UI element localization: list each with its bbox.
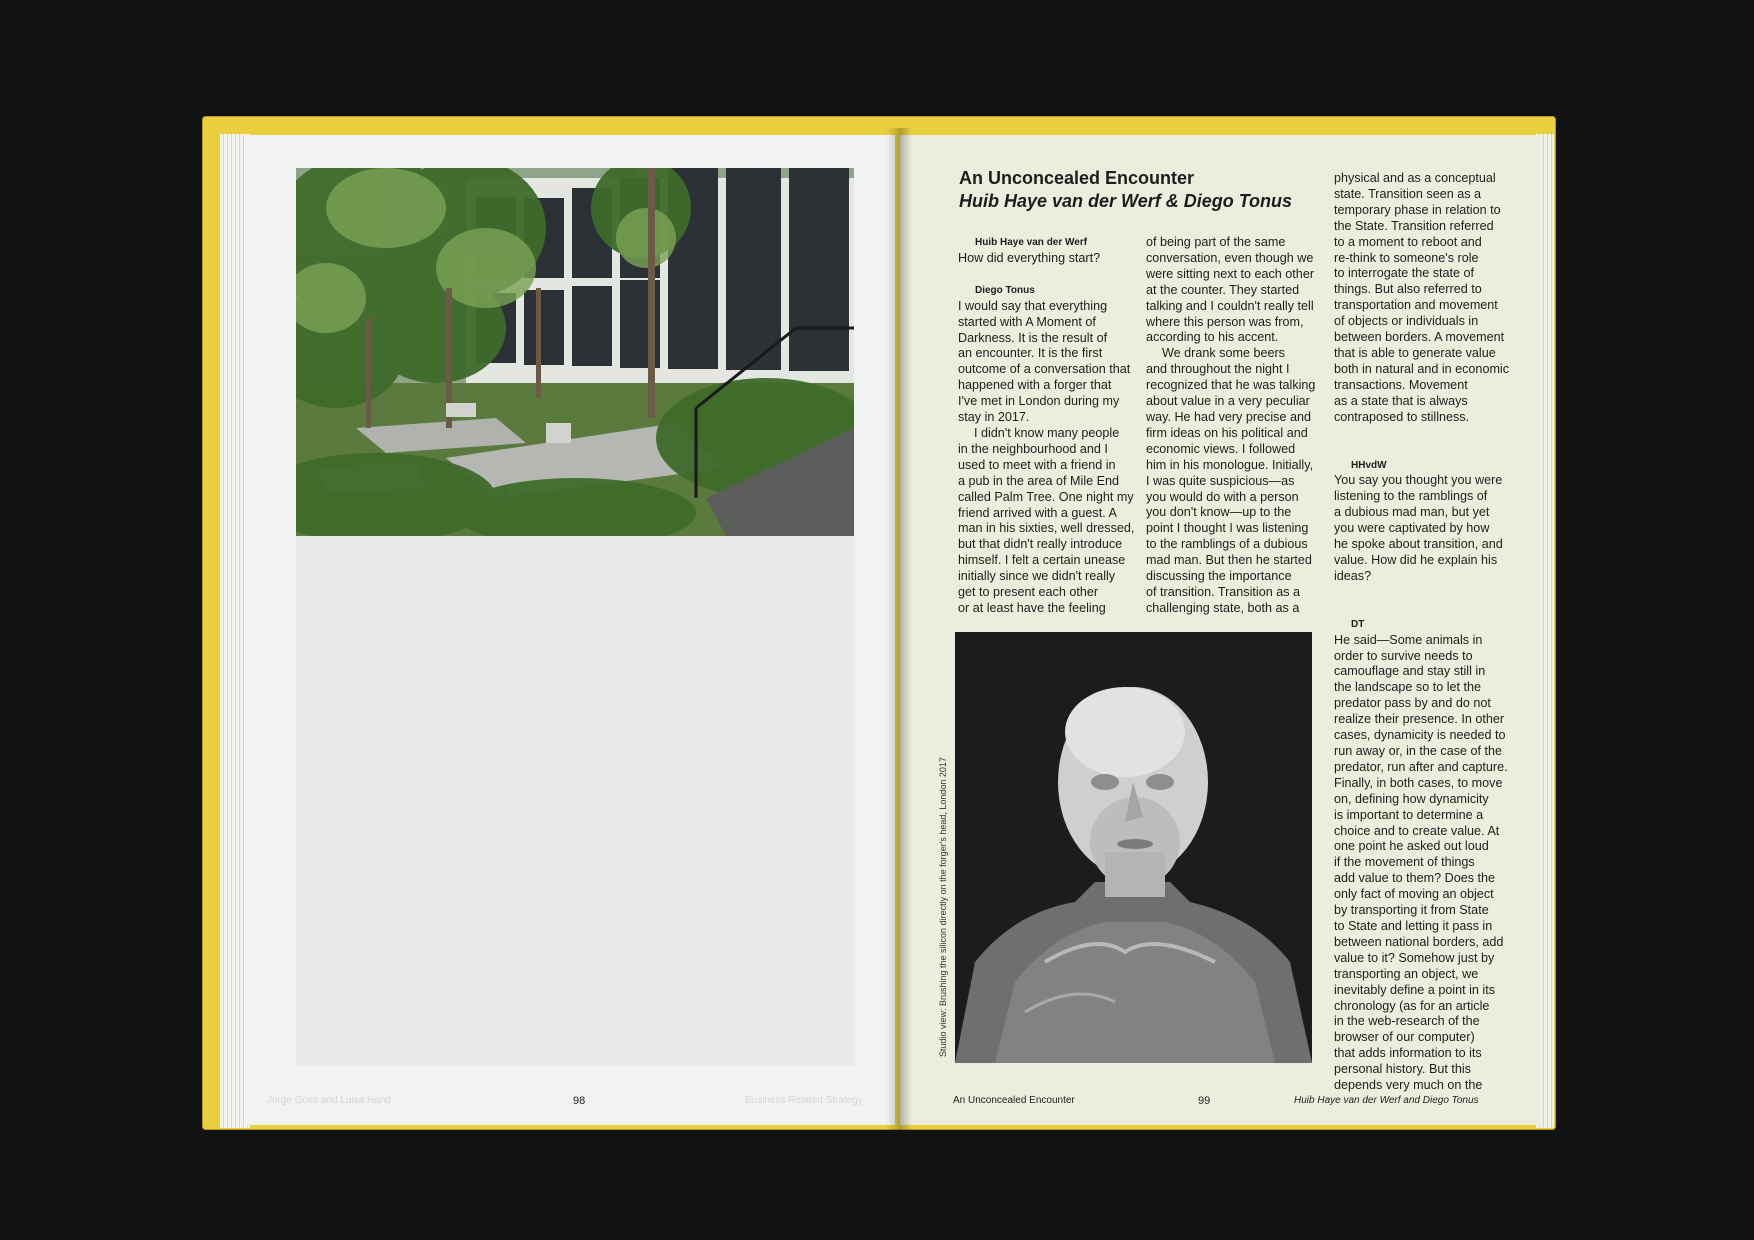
- text-column-3: physical and as a conceptual state. Transition seen as a temporary phase in relation to the State. Transition referred to a moment to reboot and re-think to someone's role to interrogate the state of things. But also referred to transportation and movement of objects or individuals in between borders. A movement that is able to generate value both in natural and in economic transactions. Movement as a state that is always contraposed to stillness. HHvdW You say you thought you were listening to the ramblings of a dubious mad man, but yet you were captivated by how he spoke about transition, and value. How did he explain his ideas? DT He said—Some animals in order to survive needs to camouflage and stay still in the landscape so to let the predator pass by and do not realize their presence. In other cases, dynamicity is needed to run away or, in the case of the predator, run after and capture. Finally, in both cases, to move on, defining how dynamicity is important to determine a choice and to create value. At one point he asked out loud if the movement of things add value to them? Does the only fact of moving an object by transporting it from State to State and letting it pass in between national borders, add value to it? Somehow just by transporting an object, we inevitably define a point in its chronology (as for an article in the web-research of the browser of our computer) that adds information to its personal history. But this depends very much on the: [1334, 171, 1524, 1094]
- text-column-2: of being part of the same conversation, even though we were sitting next to each other at the counter. They started talking and I couldn't really tell where this person was from, according to his accent. We drank some beers and throughout the night I recognized that he was talking about value in a very peculiar way. He had very precise and firm ideas on his political and economic views. I followed him in his monologue. Initially, I was quite suspicious—as you would do with a person you don't know—up to the point I thought I was listening to the ramblings of a dubious mad man. But then he started discussing the importance of transition. Transition as a challenging state, both as a: [1146, 235, 1316, 615]
- question-text: How did everything start?: [958, 250, 1101, 265]
- page-number-right: 99: [1198, 1095, 1211, 1107]
- answer-text: I would say that everything started with A Moment of Darkness. It is the result of an encounter. It is the first outcome of a conversation that happened with a forger that I've met in London during my stay in 2017. I didn't know many people in the neighbourhood and I used to meet with a friend in a pub in the area of Mile End called Palm Tree. One night my friend arrived with a guest. A man in his sixties, well dressed, but that didn't really introduce himself. I felt a certain unease initially since we didn't really get to present each other or at least have the feeling: [958, 298, 1135, 615]
- left-page: [245, 135, 895, 1125]
- sculpture-head-photo: [955, 632, 1312, 1063]
- speaker-label: HHvdW: [1351, 459, 1387, 471]
- silicon-head-illustration: [955, 632, 1312, 1063]
- article-title: An Unconcealed Encounter: [959, 168, 1195, 188]
- speaker-label: Diego Tonus: [975, 284, 1035, 296]
- text-column-1: [958, 235, 1143, 617]
- book-gutter: [886, 128, 912, 1130]
- speaker-label: DT: [1351, 618, 1365, 630]
- right-page: [900, 135, 1540, 1125]
- garden-courtyard-photo: [296, 168, 854, 536]
- ghost-footer-left: Jorge Goss and Luisa Hand: [267, 1095, 391, 1106]
- garden-courtyard-illustration: [296, 168, 854, 536]
- speaker-label: Huib Haye van der Werf: [975, 237, 1088, 248]
- ghost-footer-right: Business Related Strategy: [745, 1095, 863, 1106]
- photo-caption: Studio view: Brushing the silicon directly on the forger's head, London 2017: [938, 757, 948, 1057]
- article-authors: Huib Haye van der Werf & Diego Tonus: [959, 191, 1293, 211]
- running-footer-title: An Unconcealed Encounter: [953, 1095, 1075, 1106]
- running-footer-authors: Huib Haye van der Werf and Diego Tonus: [1294, 1095, 1479, 1106]
- page-number-left: 98: [573, 1095, 586, 1107]
- blank-image-area: [296, 536, 854, 1066]
